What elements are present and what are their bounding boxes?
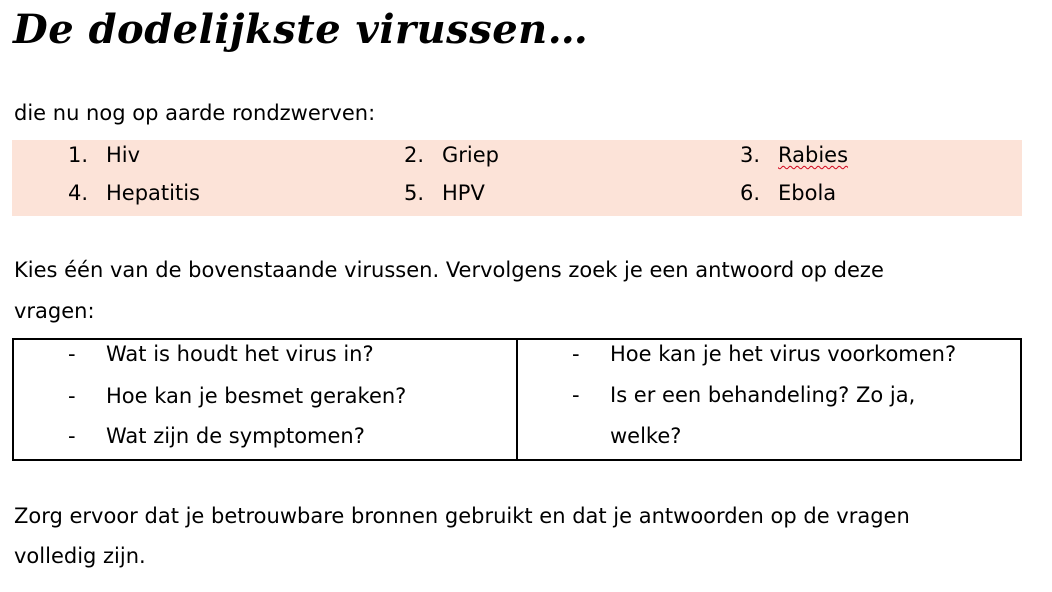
question-text: Wat zijn de symptomen? [106,424,365,448]
virus-name: Hiv [106,143,141,167]
virus-number: 1. [67,143,88,167]
virus-number: 6. [739,181,760,205]
question-text: Wat is houdt het virus in? [106,342,374,366]
closing-line-2: volledig zijn. [14,544,146,568]
virus-name: HPV [442,181,485,205]
question-text: Hoe kan je besmet geraken? [106,384,407,408]
virus-name: Hepatitis [106,181,200,205]
questions-table-divider [516,338,518,461]
closing-line-1: Zorg ervoor dat je betrouwbare bronnen gebruikt en dat je antwoorden op de vragen [14,504,910,528]
question-bullet: - [68,424,76,448]
question-bullet: - [572,342,580,366]
virus-number: 5. [403,181,424,205]
question-text: welke? [610,424,682,448]
virus-number: 4. [67,181,88,205]
instruction-line-2: vragen: [14,299,95,323]
question-bullet: - [68,384,76,408]
virus-number: 3. [739,143,760,167]
question-bullet: - [572,383,580,407]
question-bullet: - [68,342,76,366]
question-text: Is er een behandeling? Zo ja, [610,383,916,407]
virus-number: 2. [403,143,424,167]
intro-text: die nu nog op aarde rondzwerven: [14,101,376,125]
virus-name: Griep [442,143,499,167]
instruction-line-1: Kies één van de bovenstaande virussen. Vervolgens zoek je een antwoord op deze [14,258,884,282]
question-text: Hoe kan je het virus voorkomen? [610,342,957,366]
virus-name: Ebola [778,181,837,205]
document-title: De dodelijkste virussen… [13,6,589,53]
virus-name-misspelled[interactable]: Rabies [778,143,849,167]
